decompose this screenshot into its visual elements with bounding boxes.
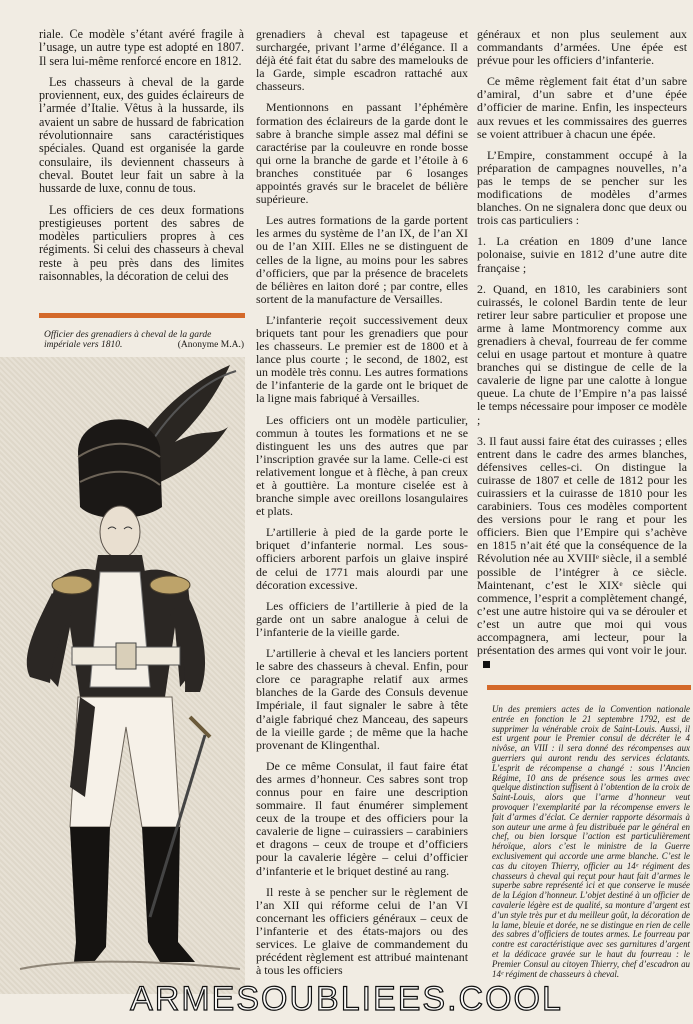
paragraph: Il reste à se pencher sur le règlement de l’an XII qui réforme celui de l’an VI concernant les officiers généraux – ceux de l’infanterie et des états-majors ou des services. Le glaive de commandement du précédent règlement est attribué maintenant à tous les officiers [256,884,468,978]
column-middle [256,28,468,985]
caption-text: Officier des grenadiers à cheval de la garde impériale vers 1810. [44,330,212,351]
paragraph: généraux et non plus seulement aux commandants d’armées. Une épée est prévue pour les officiers d’infanterie. [477,27,687,68]
list-item: 2. Quand, en 1810, les carabiniers sont cuirassés, le colonel Bardin tente de leur retirer leur sabre particulier et propose une arme à lame Montmorency comme aux grenadiers à cheval, fourreau de fer comme celui en usage partout et monture à quatre branches qui se distingue de celle de la cavalerie de ligne par une calotte à longue queue. La chute de l’Empire n’a pas laissé le temps nécessaire pour imposer ce modèle ; [477,281,687,427]
paragraph: L’artillerie à cheval et les lanciers portent le sabre des chasseurs à cheval. Enfin, pour clore ce paragraphe relatif aux armes blanches de la Garde des Consuls devenue Impériale, il faut signaler le sabre à tête d’aigle fabriqué chez Manceau, des sapeurs de la vieille garde ; de même que la hache provenant de Klingenthal. [256,646,468,752]
paragraph: Les officiers de ces deux formations prestigieuses portent des sabres de modèles particuliers propres à ces régiments. Si celui des chasseurs à cheval reste à peu près dans des limites raisonnables, la décoration de celui des [39,202,244,284]
list-item [477,435,687,671]
paragraph: Les chasseurs à cheval de la garde proviennent, eux, des guides éclaireurs de l’armée d’Italie. Vêtus à la hussarde, ils avaient un sabre de hussard de fabrication révolutionnaire sans caractéristiques spéciales. Quand est organisée la garde consulaire, ils deviennent chasseurs à cheval. Boutet leur fait un sabre à la hussarde de luxe, connu de tous. [39,74,244,196]
caption-rule [39,313,245,318]
paragraph: Les autres formations de la garde portent les armes du système de l’an IX, de l’an XI ou de l’an XIII. Elles ne se distinguent de celles de la ligne, au moins pour les sabres d’officiers, que par la présence de bracelets de bélières en laiton doré ; par contre, elles sortent de la manufacture de Versailles. [256,213,468,306]
officer-figure-drawing [0,357,245,994]
column-right [477,28,687,678]
paragraph: L’infanterie reçoit successivement deux briquets tant pour les grenadiers que pour les chasseurs. Le premier est de 1800 et à lance plus courte ; le second, de 1802, est un modèle très connu. Les autres formations de l’infanterie de la garde ont le briquet de la ligne mais fabriqué à Versailles. [256,312,468,406]
caption-credit: (Anonyme M.A.) [177,340,244,351]
sidebar-rule [487,685,691,690]
grenadier-illustration [0,357,245,994]
paragraph: Mentionnons en passant l’éphémère formation des éclaireurs de la garde dont le sabre à branche simple assez mal défini se caractérise par la couleuvre en ronde bosse qui orne la branche de garde et l’étoile à 6 branches constituée par 6 losanges appointés gravés sur le bracelet de bélière supérieure. [256,100,468,207]
list-item: 1. La création en 1809 d’une lance polonaise, suivie en 1812 d’une autre dite française ; [477,234,687,275]
paragraph: L’artillerie à pied de la garde porte le briquet d’infanterie normal. Les sous-officiers arborent parfois un glaive inspiré de celui de 1771 mais alourdi par une décoration excessive. [256,525,468,592]
paragraph: L’Empire, constamment occupé à la préparation de campagnes nouvelles, n’a pas le temps de se pencher sur les modifications de modèles d’armes blanches. On ne signalera donc que deux ou trois cas particuliers : [477,147,687,228]
paragraph: grenadiers à cheval est tapageuse et surchargée, privant l’arme d’élégance. Il a déjà été fait état du sabre des mamelouks de la Garde, simple escadron rattaché aux chasseurs. [256,27,468,94]
paragraph: De ce même Consulat, il faut faire état des armes d’honneur. Ces sabres sont trop connus pour en faire une description sommaire. Il faut énumérer simplement ceux de la troupe et des officiers pour la cavalerie de ligne – cuirassiers – carabiniers et dragons – ceux de troupe et d’officiers pour la cavalerie légère – celui d’officier d’infanterie et le briquet destiné au rang. [256,758,468,878]
sidebar-caption: Un des premiers actes de la Convention nationale entrée en fonction le 21 septembre 1792, est de supprimer la vénérable croix de Saint-Louis. Aussi, il est urgent pour le Premier consul de décréter le 4 nivôse, an VIII : il sera donné des récompenses aux guerriers qui auront rendu des services éclatants. L’esprit de récompense a changé : sous l’Ancien Régime, 10 ans de présence sous les armes avec quelque distinction suffisent à l’obtention de la croix de Saint-Louis, alors que l’arme d’honneur veut provoquer l’exemplarité par la récompense envers le fait d’armes d’éclat. Ce dernier rapporte désormais à son auteur une arme à feu distribuée par le général en chef, ou bien lorsque l’action est particulièrement héroïque, alors c’est le ministre de la Guerre exclusivement qui accorde une arme blanche. C’est le cas du citoyen Thierry, officier au 14ᵉ régiment des chasseurs à cheval qui reçut pour haut fait d’armes le superbe sabre représenté ici et que conserve le musée de la Légion d’honneur. L’objet destiné à un officier de cavalerie légère est de qualité, sa monture d’argent est d’un style très pur et du meilleur goût, la décoration de la lame, bleuie et dorée, ne se distingue en rien de celle des sabres d’officiers de toutes armes. Le fourreau par contre est caractéristique avec ses garnitures d’argent et la dédicace gravée sur le haut du fourreau : le Premier Consul au citoyen Thierry, chef d’escadron au 14ᵉ régiment de chasseurs à cheval. [492,704,690,979]
column-left [39,28,244,291]
black-square-icon [483,661,490,668]
paragraph: Les officiers de l’artillerie à pied de la garde ont un sabre analogue à celui de l’infanterie de la vieille garde. [256,598,468,639]
watermark: ARMESOUBLIEES.COOL [130,980,563,1018]
paragraph-text: 3. Il faut aussi faire état des cuirasses ; elles entrent dans le cadre des armes blanches, défensives celles-ci. On distingue la cuirasse de 1807 et celle de 1812 pour les cuirassiers et la cuirasse de 1810 pour les carabiniers. Tous ces modèles comportent des versions pour le rang et pour les officiers. Bien que l’Empire qui s’achève en 1815 n’ait été que la conséquence de la Révolution née au XVIIIᵉ siècle, il a semblé possible de l’intégrer à ce siècle. Maintenant, c’est le XIXᵉ siècle qui commence, l’esprit a complètement changé, c’est une autre histoire qui va se dérouler et c’est un autre que moi qui vous accompagnera, ami lecteur, pour la présentation des armes qui vont voir le jour. [477,433,687,658]
figure-caption [44,330,244,351]
paragraph: Ce même règlement fait état d’un sabre d’amiral, d’un sabre et d’une épée d’officier de marine. Enfin, les inspecteurs aux revues et les commissaires des guerres se voient attribuer à chacun une épée. [477,74,687,141]
paragraph: riale. Ce modèle s’étant avéré fragile à l’usage, un autre type est adopté en 1807. Il sera lui-même renforcé encore en 1812. [39,27,244,68]
paragraph: Les officiers ont un modèle particulier, commun à toutes les formations et ne se distinguent les uns des autres que par l’inscription gravée sur la lame. Celle-ci est relativement longue et à flèche, à pan creux et à gouttière. La monture ciselée est à branche simple avec oreillons losangulaires et plats. [256,412,468,519]
